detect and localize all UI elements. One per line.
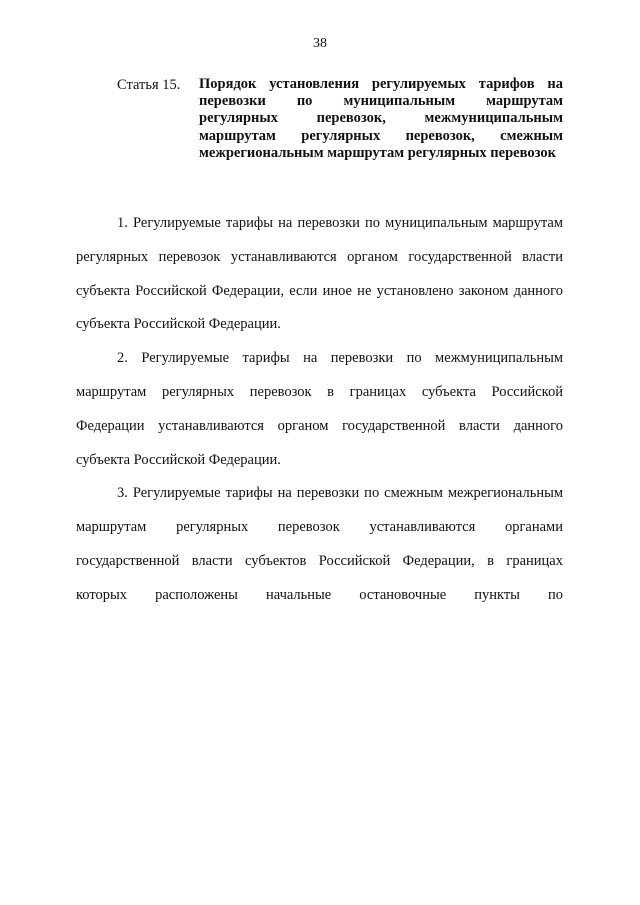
- paragraph-1: 1. Регулируемые тарифы на перевозки по муниципальным маршрутам регулярных перевозок устанавливаются органом государственной власти субъекта Российской Федерации, если иное не установлено законом данного субъекта Российской Федерации.: [76, 215, 563, 333]
- page-number: 38: [313, 36, 327, 51]
- article-heading: [117, 76, 563, 162]
- paragraph-2: 2. Регулируемые тарифы на перевозки по межмуниципальным маршрутам регулярных перевозок в границах субъекта Российской Федерации устанавливаются органом государственной власти данного субъекта Российской Федерации.: [76, 350, 563, 468]
- article-body: [76, 207, 563, 613]
- article-label: Статья 15.: [117, 77, 181, 93]
- article-title: Порядок установления регулируемых тарифов на перевозки по муниципальным маршрутам регулярных перевозок, межмуниципальным маршрутам регулярных перевозок, смежным межрегиональным маршрутам регулярных перевозок: [199, 76, 563, 161]
- paragraph-3: 3. Регулируемые тарифы на перевозки по смежным межрегиональным маршрутам регулярных перевозок устанавливаются органами государственной власти субъектов Российской Федерации, в границах которых расположены начальные остановочные пункты по: [76, 485, 563, 603]
